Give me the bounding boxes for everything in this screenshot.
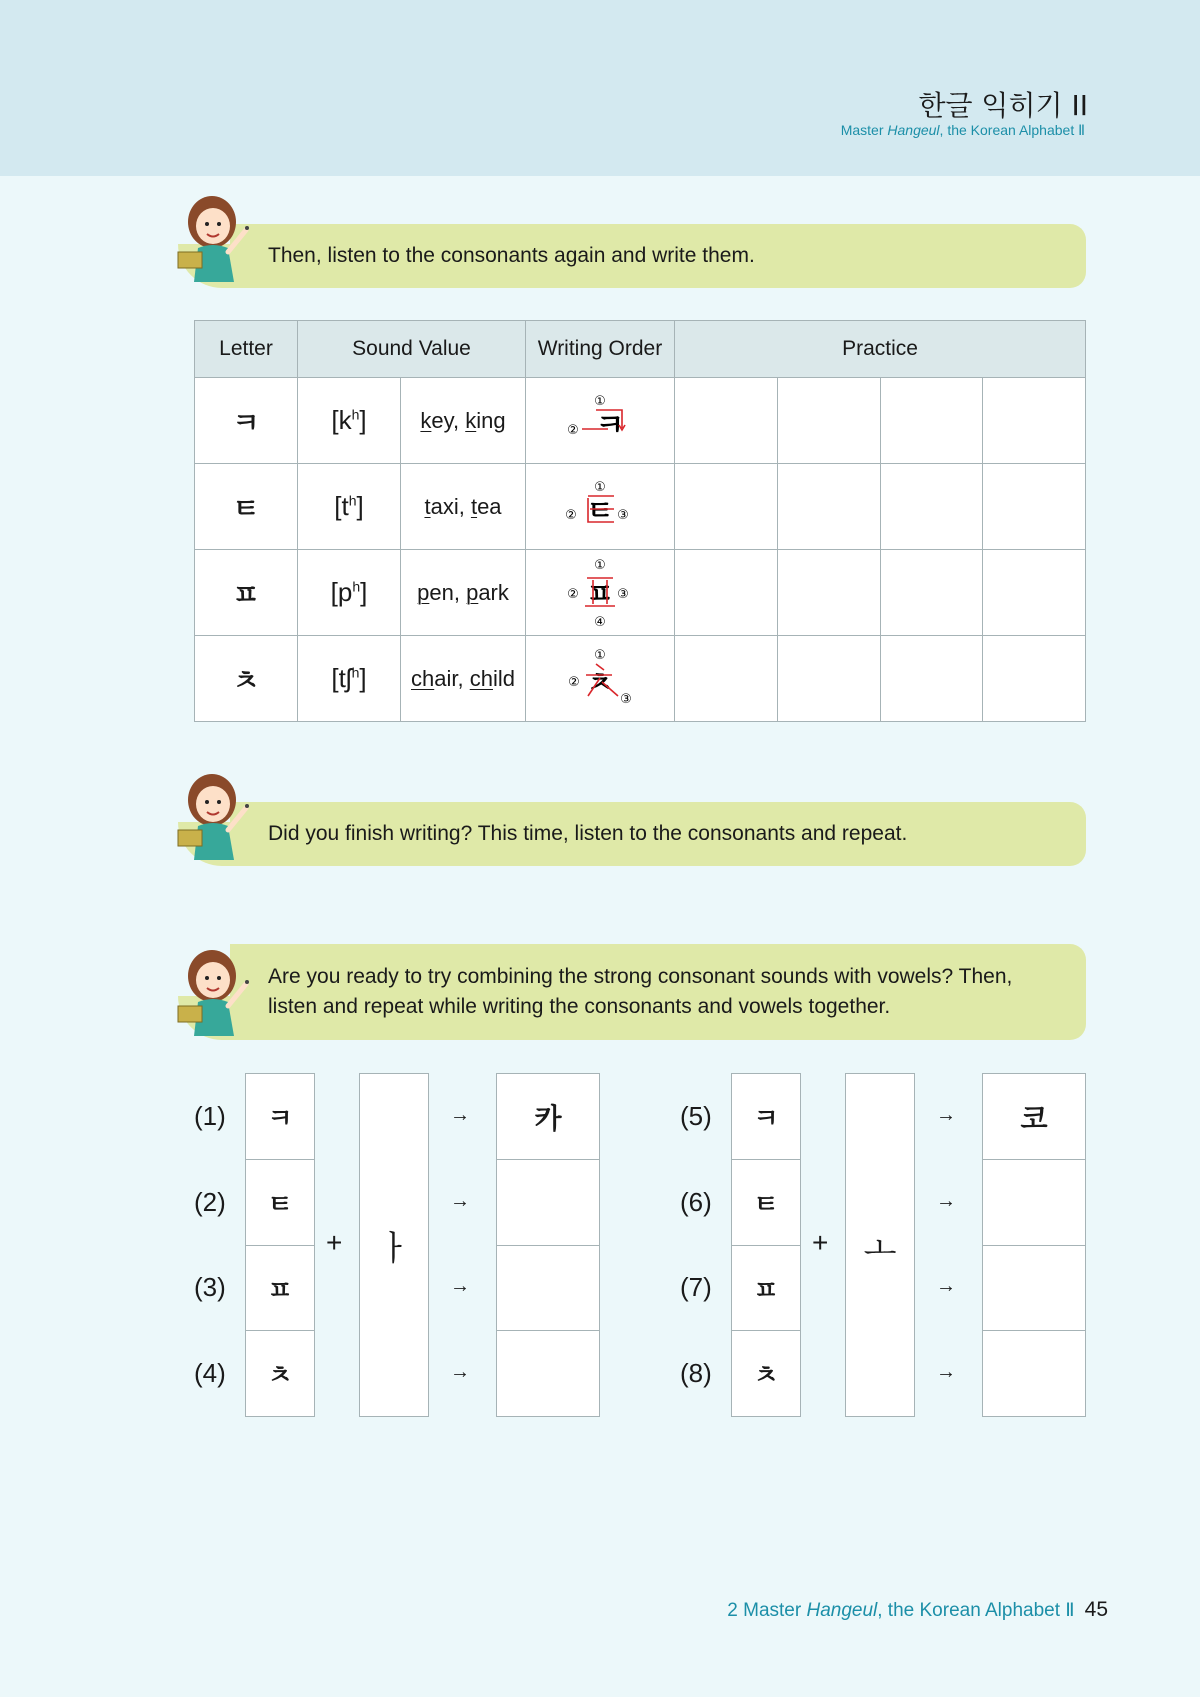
- result-box[interactable]: [982, 1159, 1086, 1246]
- instruction-text: Then, listen to the consonants again and write them.: [268, 244, 755, 267]
- ipa-cell: [298, 378, 401, 464]
- letter-cell: ㅌ: [195, 464, 298, 550]
- stroke-mark: ①: [594, 557, 606, 573]
- word-underline: t: [424, 493, 431, 519]
- subtitle-italic: Hangeul: [887, 122, 940, 138]
- ipa-base: [p: [330, 577, 353, 607]
- stroke-mark: ③: [617, 586, 629, 602]
- ipa-end: ]: [356, 491, 364, 521]
- practice-cell[interactable]: [881, 550, 983, 636]
- practice-cell[interactable]: [881, 636, 983, 722]
- table-row: [195, 378, 1086, 464]
- footer-italic: Hangeul: [806, 1600, 878, 1621]
- page-subtitle: [841, 122, 1085, 139]
- header-practice: Practice: [675, 321, 1086, 378]
- page-number: 45: [1084, 1598, 1108, 1621]
- practice-cell[interactable]: [983, 550, 1086, 636]
- order-letter: ㅌ: [586, 493, 614, 527]
- practice-cell[interactable]: [778, 464, 881, 550]
- ipa-sup: h: [348, 492, 357, 509]
- practice-cell[interactable]: [881, 464, 983, 550]
- result-box[interactable]: [982, 1245, 1086, 1331]
- order-letter: ㅍ: [586, 576, 614, 610]
- plus-sign: +: [326, 1227, 343, 1258]
- item-number: (4): [194, 1358, 226, 1388]
- practice-cell[interactable]: [983, 378, 1086, 464]
- result-box: 카: [496, 1073, 600, 1160]
- example-words-cell: [401, 464, 526, 550]
- table-row: [195, 636, 1086, 722]
- ipa-cell: [298, 464, 401, 550]
- vowel-box: ㅏ: [359, 1073, 429, 1417]
- ipa-sup: h: [352, 578, 361, 595]
- footer-post: , the Korean Alphabet Ⅱ: [877, 1600, 1075, 1621]
- word-rest: ark: [478, 579, 509, 605]
- word-underline: k: [420, 407, 432, 433]
- word-rest: ea: [477, 493, 502, 519]
- writing-order-cell: [526, 378, 675, 464]
- stroke-mark: ②: [568, 674, 580, 690]
- ipa-base: [tʃ: [331, 663, 352, 693]
- ipa-end: ]: [360, 577, 368, 607]
- ipa-end: ]: [359, 405, 367, 435]
- consonant-table: [194, 320, 1086, 722]
- item-number: (8): [680, 1358, 712, 1388]
- consonant-box: ㅋ: [245, 1073, 315, 1160]
- consonant-box: ㅍ: [731, 1245, 801, 1331]
- consonant-box: ㅊ: [731, 1330, 801, 1417]
- vowel-box: ㅗ: [845, 1073, 915, 1417]
- item-number: (7): [680, 1272, 712, 1302]
- word-underline: ch: [411, 665, 435, 691]
- arrow-icon: →: [450, 1190, 470, 1212]
- ipa-sup: h: [351, 664, 360, 681]
- header-letter: Letter: [195, 321, 298, 378]
- writing-order-diagram: [560, 388, 640, 454]
- instruction-text: Did you finish writing? This time, listen to the consonants and repeat.: [268, 822, 908, 845]
- header-writing-order: Writing Order: [526, 321, 675, 378]
- word-rest: axi,: [430, 493, 471, 519]
- writing-order-cell: [526, 636, 675, 722]
- word-rest: air,: [434, 665, 470, 691]
- table-row: [195, 464, 1086, 550]
- practice-cell[interactable]: [983, 464, 1086, 550]
- teacher-illustration: [176, 764, 262, 864]
- stroke-mark: ①: [594, 479, 606, 495]
- word-underline: ch: [469, 665, 493, 691]
- practice-cell[interactable]: [675, 378, 778, 464]
- order-letter: ㅊ: [586, 665, 614, 699]
- practice-cell[interactable]: [675, 550, 778, 636]
- item-number: (6): [680, 1187, 712, 1217]
- instruction-text: Are you ready to try combining the strong consonant sounds with vowels? Then, listen and repeat while writing the consonants and vowels together.: [268, 965, 1013, 1018]
- writing-order-diagram: [560, 474, 640, 540]
- example-words-cell: [401, 636, 526, 722]
- ipa-base: [k: [331, 405, 352, 435]
- writing-order-diagram: [560, 644, 640, 714]
- ipa-end: ]: [359, 663, 367, 693]
- word-underline: k: [465, 407, 477, 433]
- teacher-illustration: [176, 940, 262, 1040]
- practice-cell[interactable]: [675, 636, 778, 722]
- instruction-bubble-1: [176, 224, 1086, 288]
- table-row: [195, 550, 1086, 636]
- word-rest: ild: [492, 665, 515, 691]
- stroke-mark: ③: [620, 691, 632, 707]
- header-sound-value: Sound Value: [298, 321, 526, 378]
- practice-cell[interactable]: [778, 550, 881, 636]
- ipa-sup: h: [351, 406, 360, 423]
- arrow-icon: →: [936, 1275, 956, 1297]
- subtitle-post: , the Korean Alphabet Ⅱ: [939, 122, 1085, 138]
- page-title: 한글 익히기 II: [918, 89, 1088, 122]
- ipa-cell: [298, 636, 401, 722]
- result-box[interactable]: [496, 1330, 600, 1417]
- stroke-mark: ①: [594, 393, 606, 409]
- stroke-mark: ①: [594, 647, 606, 663]
- item-number: (3): [194, 1272, 226, 1302]
- practice-cell[interactable]: [778, 636, 881, 722]
- letter-cell: ㅊ: [195, 636, 298, 722]
- word-rest: ing: [476, 407, 506, 433]
- stroke-mark: ②: [565, 507, 577, 523]
- instruction-bubble-2: [176, 802, 1086, 866]
- ipa-base: [t: [334, 491, 349, 521]
- practice-cell[interactable]: [881, 378, 983, 464]
- page-footer: [727, 1598, 1108, 1622]
- word-underline: p: [417, 579, 430, 605]
- plus-sign: +: [812, 1227, 829, 1258]
- writing-order-cell: [526, 550, 675, 636]
- arrow-icon: →: [450, 1104, 470, 1126]
- arrow-icon: →: [450, 1361, 470, 1383]
- stroke-mark: ②: [567, 586, 579, 602]
- practice-cell[interactable]: [983, 636, 1086, 722]
- writing-order-cell: [526, 464, 675, 550]
- instruction-bubble-3: [176, 944, 1086, 1040]
- result-box: 코: [982, 1073, 1086, 1160]
- result-box[interactable]: [982, 1330, 1086, 1417]
- letter-cell: ㅋ: [195, 378, 298, 464]
- stroke-mark: ④: [594, 614, 606, 630]
- result-box[interactable]: [496, 1159, 600, 1246]
- word-rest: ey,: [431, 407, 466, 433]
- arrow-icon: →: [936, 1190, 956, 1212]
- word-underline: p: [466, 579, 479, 605]
- stroke-mark: ③: [617, 507, 629, 523]
- subtitle-pre: Master: [840, 122, 888, 138]
- consonant-box: ㅊ: [245, 1330, 315, 1417]
- item-number: (1): [194, 1101, 226, 1131]
- word-rest: en,: [429, 579, 467, 605]
- item-number: (5): [680, 1101, 712, 1131]
- consonant-box: ㅋ: [731, 1073, 801, 1160]
- arrow-icon: →: [936, 1104, 956, 1126]
- arrow-icon: →: [450, 1275, 470, 1297]
- practice-cell[interactable]: [675, 464, 778, 550]
- practice-cell[interactable]: [778, 378, 881, 464]
- arrow-icon: →: [936, 1361, 956, 1383]
- table-header-row: [195, 321, 1086, 378]
- writing-order-diagram: [560, 556, 640, 630]
- consonant-box: ㅍ: [245, 1245, 315, 1331]
- item-number: (2): [194, 1187, 226, 1217]
- letter-cell: ㅍ: [195, 550, 298, 636]
- consonant-box: ㅌ: [245, 1159, 315, 1246]
- ipa-cell: [298, 550, 401, 636]
- footer-pre: 2 Master: [727, 1600, 807, 1621]
- result-box[interactable]: [496, 1245, 600, 1331]
- consonant-box: ㅌ: [731, 1159, 801, 1246]
- example-words-cell: [401, 550, 526, 636]
- order-letter: ㅋ: [595, 407, 625, 443]
- example-words-cell: [401, 378, 526, 464]
- stroke-mark: ②: [567, 422, 579, 438]
- teacher-illustration: [176, 186, 262, 286]
- word-underline: t: [470, 493, 478, 519]
